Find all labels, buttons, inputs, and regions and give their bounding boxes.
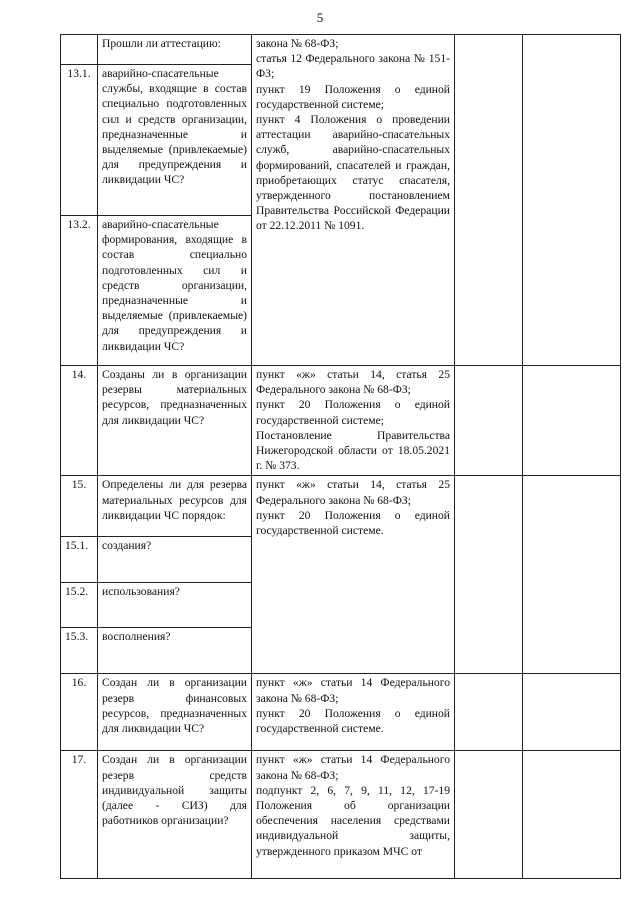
legal-basis-cell (252, 751, 455, 879)
note-cell (523, 674, 621, 751)
question-cell: аварийно-спасательные формирования, входящие в состав специально подготовленных сил и средств организации, предназначенные и выделяемые (привлекаемые) для предупреждения и ликвидации ЧС? (98, 216, 252, 366)
legal-basis-line: пункт 20 Положения о единой государственной системе; (256, 398, 450, 427)
question-cell: использования? (98, 583, 252, 628)
legal-basis-line: Постановление Правительства Нижегородской области от 18.05.2021 г. № 373. (256, 428, 450, 473)
item-number: 13.2. (61, 216, 98, 366)
table-row (61, 751, 621, 879)
legal-basis-line: пункт 19 Положения о единой государственной системе; (256, 82, 450, 111)
item-number: 15.3. (61, 628, 98, 674)
item-number: 17. (61, 751, 98, 879)
question-cell: Создан ли в организации резерв средств индивидуальной защиты (далее - СИЗ) для работников организации? (98, 751, 252, 879)
table-row (61, 366, 621, 476)
item-number: 13.1. (61, 65, 98, 216)
item-number: 15. (61, 476, 98, 537)
table-row (61, 674, 621, 751)
question-cell: аварийно-спасательные службы, входящие в состав специально подготовленных сил и средств организации, предназначенные и выделяемые (привлекаемые) для предупреждения и ликвидации ЧС? (98, 65, 252, 216)
item-number: 14. (61, 366, 98, 476)
question-cell: восполнения? (98, 628, 252, 674)
question-cell: создания? (98, 537, 252, 583)
table-row (61, 476, 621, 537)
note-cell (523, 35, 621, 366)
legal-basis-line: пункт 20 Положения о единой государственной системе. (256, 706, 450, 736)
item-number: 15.1. (61, 537, 98, 583)
item-number: 16. (61, 674, 98, 751)
legal-basis-cell (252, 35, 455, 366)
table-row (61, 35, 621, 65)
legal-basis-cell (252, 366, 455, 476)
note-cell (523, 366, 621, 476)
legal-basis-line: пункт 20 Положения о единой государственной системе. (256, 508, 450, 538)
answer-cell (455, 751, 523, 879)
checklist-table (60, 34, 621, 879)
legal-basis-cell (252, 674, 455, 751)
question-cell: Определены ли для резерва материальных ресурсов для ликвидации ЧС порядок: (98, 476, 252, 537)
legal-basis-line: подпункт 2, 6, 7, 9, 11, 12, 17-19 Положения об организации обеспечения населения средствами индивидуальной защиты, утвержденного приказом МЧС от (256, 783, 450, 858)
answer-cell (455, 35, 523, 366)
item-number: 15.2. (61, 583, 98, 628)
legal-basis-line: пункт 4 Положения о проведении аттестации аварийно-спасательных служб, аварийно-спасательных формирований, спасателей и граждан, приобретающих статус спасателя, утвержденного постановлением Правительства Российской Федерации от 22.12.2011 № 1091. (256, 113, 450, 233)
answer-cell (455, 674, 523, 751)
note-cell (523, 751, 621, 879)
note-cell (523, 476, 621, 674)
legal-basis-line: пункт «ж» статьи 14, статья 25 Федерального закона № 68-ФЗ; (256, 478, 450, 507)
question-cell: Прошли ли аттестацию: (98, 35, 252, 65)
legal-basis-line: пункт «ж» статьи 14, статья 25 Федерального закона № 68-ФЗ; (256, 368, 450, 397)
legal-basis-line: пункт «ж» статьи 14 Федерального закона № 68-ФЗ; (256, 676, 450, 705)
legal-basis-cell (252, 476, 455, 674)
legal-basis-line: пункт «ж» статьи 14 Федерального закона № 68-ФЗ; (256, 753, 450, 782)
legal-basis-line: закона № 68-ФЗ; (256, 37, 339, 50)
answer-cell (455, 366, 523, 476)
answer-cell (455, 476, 523, 674)
question-cell: Созданы ли в организации резервы материальных ресурсов, предназначенных для ликвидации ЧС? (98, 366, 252, 476)
page-number: 5 (316, 10, 324, 25)
item-number (61, 35, 98, 65)
question-cell: Создан ли в организации резерв финансовых ресурсов, предназначенных для ликвидации ЧС? (98, 674, 252, 751)
legal-basis-line: статья 12 Федерального закона № 151-ФЗ; (256, 52, 450, 81)
